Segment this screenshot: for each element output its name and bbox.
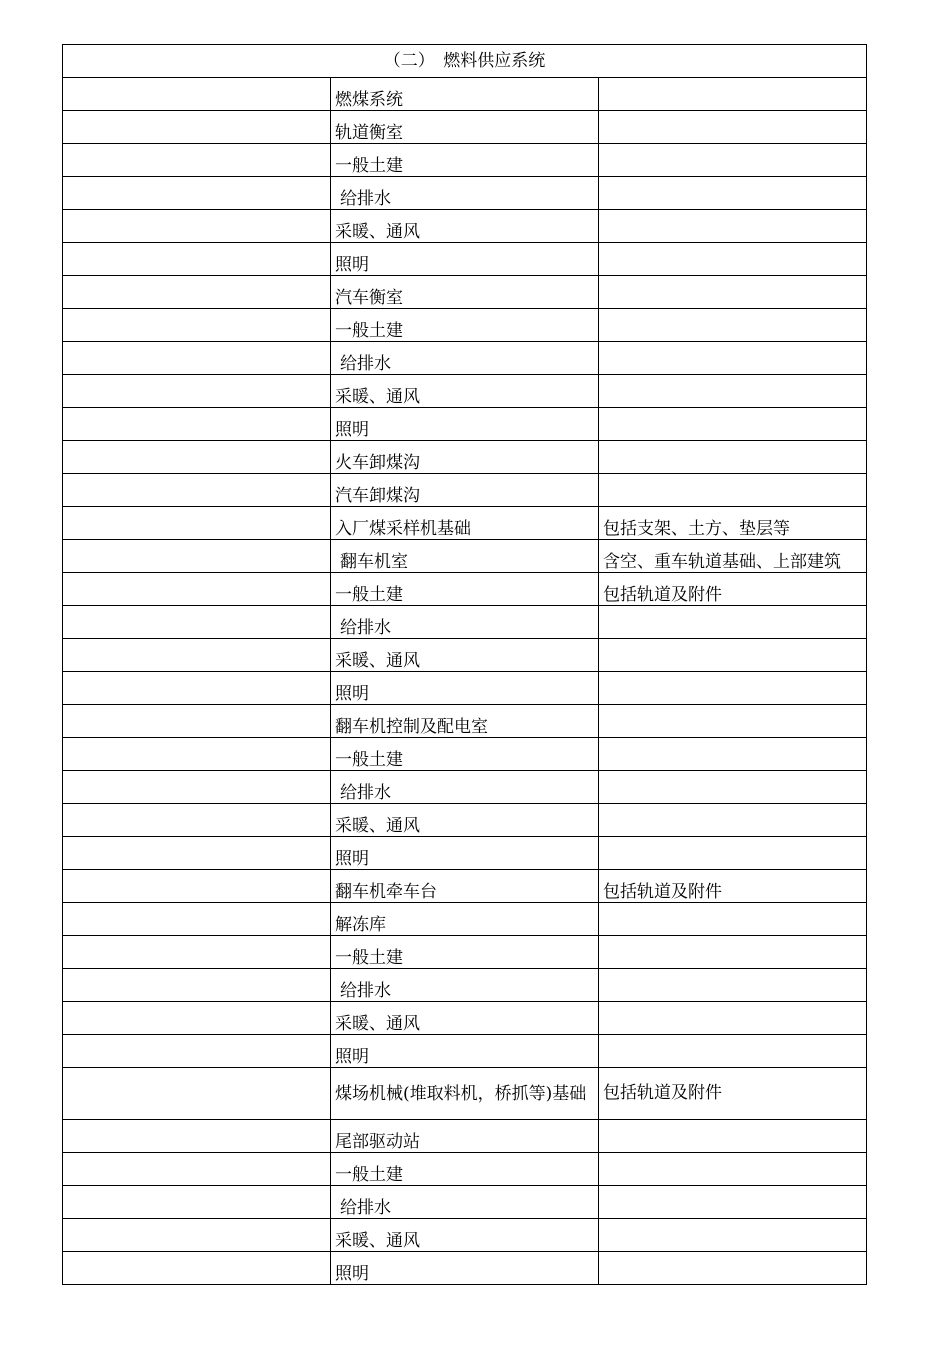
table-row: [63, 1002, 867, 1035]
table-row: [63, 177, 867, 210]
item-name-cell: 翻车机室: [331, 540, 599, 573]
table-row: [63, 441, 867, 474]
index-cell: [63, 441, 331, 474]
table-row: [63, 1252, 867, 1285]
table-row: [63, 672, 867, 705]
table-row: [63, 78, 867, 111]
table-row: [63, 1068, 867, 1120]
table-row: [63, 573, 867, 606]
item-note-cell: 包括轨道及附件: [599, 573, 867, 606]
index-cell: [63, 573, 331, 606]
index-cell: [63, 144, 331, 177]
item-note-cell: [599, 243, 867, 276]
item-name-cell: 一般土建: [331, 309, 599, 342]
table-row: [63, 375, 867, 408]
table-row: [63, 1035, 867, 1068]
item-note-cell: 包括轨道及附件: [599, 870, 867, 903]
index-cell: [63, 1219, 331, 1252]
table-row: [63, 309, 867, 342]
item-name-cell: 汽车衡室: [331, 276, 599, 309]
item-name-cell: 翻车机控制及配电室: [331, 705, 599, 738]
item-note-cell: [599, 639, 867, 672]
index-cell: [63, 111, 331, 144]
index-cell: [63, 210, 331, 243]
item-note-cell: [599, 1002, 867, 1035]
table-row: [63, 111, 867, 144]
item-name-cell: 燃煤系统: [331, 78, 599, 111]
index-cell: [63, 870, 331, 903]
item-note-cell: 包括支架、土方、垫层等: [599, 507, 867, 540]
item-note-cell: [599, 837, 867, 870]
item-note-cell: [599, 1035, 867, 1068]
item-name-cell: 照明: [331, 408, 599, 441]
item-note-cell: [599, 969, 867, 1002]
index-cell: [63, 408, 331, 441]
table-row: [63, 276, 867, 309]
index-cell: [63, 771, 331, 804]
index-cell: [63, 243, 331, 276]
item-name-cell: 尾部驱动站: [331, 1120, 599, 1153]
index-cell: [63, 276, 331, 309]
item-name-cell: 采暖、通风: [331, 210, 599, 243]
item-name-cell: 一般土建: [331, 936, 599, 969]
item-note-cell: [599, 705, 867, 738]
table-row: [63, 837, 867, 870]
index-cell: [63, 903, 331, 936]
table-row: [63, 870, 867, 903]
item-name-cell: 照明: [331, 1252, 599, 1285]
item-name-cell: 翻车机牵车台: [331, 870, 599, 903]
table-row: [63, 210, 867, 243]
item-note-cell: [599, 771, 867, 804]
index-cell: [63, 1068, 331, 1120]
item-note-cell: [599, 1120, 867, 1153]
item-name-cell: 照明: [331, 1035, 599, 1068]
table-row: [63, 1219, 867, 1252]
item-note-cell: [599, 1219, 867, 1252]
item-note-cell: [599, 144, 867, 177]
item-name-cell: 给排水: [331, 771, 599, 804]
table-row: [63, 771, 867, 804]
table-row: [63, 903, 867, 936]
item-name-cell: 火车卸煤沟: [331, 441, 599, 474]
table-row: [63, 936, 867, 969]
item-name-cell: 一般土建: [331, 144, 599, 177]
fuel-supply-table-sheet: [62, 44, 867, 1285]
table-row: [63, 507, 867, 540]
index-cell: [63, 1035, 331, 1068]
item-note-cell: [599, 177, 867, 210]
item-note-cell: [599, 738, 867, 771]
index-cell: [63, 507, 331, 540]
item-note-cell: [599, 1252, 867, 1285]
item-note-cell: [599, 936, 867, 969]
item-name-cell: 一般土建: [331, 573, 599, 606]
section-title: （二） 燃料供应系统: [63, 45, 867, 78]
item-note-cell: 含空、重车轨道基础、上部建筑: [599, 540, 867, 573]
item-note-cell: [599, 606, 867, 639]
table-row: [63, 408, 867, 441]
item-name-cell: 煤场机械(堆取料机，桥抓等)基础: [331, 1068, 599, 1120]
item-note-cell: [599, 342, 867, 375]
item-name-cell: 一般土建: [331, 1153, 599, 1186]
table-row: [63, 243, 867, 276]
index-cell: [63, 639, 331, 672]
item-note-cell: [599, 474, 867, 507]
item-name-cell: 入厂煤采样机基础: [331, 507, 599, 540]
table-row: [63, 804, 867, 837]
item-note-cell: [599, 1153, 867, 1186]
index-cell: [63, 342, 331, 375]
item-name-cell: 照明: [331, 837, 599, 870]
item-note-cell: 包括轨道及附件: [599, 1068, 867, 1120]
item-name-cell: 一般土建: [331, 738, 599, 771]
item-note-cell: [599, 276, 867, 309]
item-note-cell: [599, 804, 867, 837]
index-cell: [63, 969, 331, 1002]
item-note-cell: [599, 375, 867, 408]
table-row: [63, 606, 867, 639]
section-header-row: [63, 45, 867, 78]
table-row: [63, 1120, 867, 1153]
item-note-cell: [599, 210, 867, 243]
table-row: [63, 1153, 867, 1186]
index-cell: [63, 309, 331, 342]
item-note-cell: [599, 1186, 867, 1219]
item-name-cell: 照明: [331, 672, 599, 705]
index-cell: [63, 738, 331, 771]
item-name-cell: 给排水: [331, 1186, 599, 1219]
index-cell: [63, 540, 331, 573]
table-row: [63, 1186, 867, 1219]
item-note-cell: [599, 309, 867, 342]
item-name-cell: 采暖、通风: [331, 639, 599, 672]
table-row: [63, 705, 867, 738]
item-note-cell: [599, 441, 867, 474]
index-cell: [63, 1002, 331, 1035]
index-cell: [63, 672, 331, 705]
item-name-cell: 汽车卸煤沟: [331, 474, 599, 507]
index-cell: [63, 177, 331, 210]
table-row: [63, 969, 867, 1002]
index-cell: [63, 804, 331, 837]
item-name-cell: 轨道衡室: [331, 111, 599, 144]
index-cell: [63, 78, 331, 111]
item-note-cell: [599, 408, 867, 441]
index-cell: [63, 705, 331, 738]
item-note-cell: [599, 672, 867, 705]
index-cell: [63, 1252, 331, 1285]
item-note-cell: [599, 111, 867, 144]
index-cell: [63, 1153, 331, 1186]
item-note-cell: [599, 78, 867, 111]
item-name-cell: 照明: [331, 243, 599, 276]
index-cell: [63, 837, 331, 870]
item-name-cell: 给排水: [331, 606, 599, 639]
fuel-supply-table: [62, 44, 867, 1285]
index-cell: [63, 936, 331, 969]
index-cell: [63, 606, 331, 639]
item-note-cell: [599, 903, 867, 936]
index-cell: [63, 1186, 331, 1219]
item-name-cell: 解冻库: [331, 903, 599, 936]
table-row: [63, 342, 867, 375]
item-name-cell: 采暖、通风: [331, 375, 599, 408]
table-row: [63, 639, 867, 672]
item-name-cell: 采暖、通风: [331, 1219, 599, 1252]
index-cell: [63, 474, 331, 507]
item-name-cell: 采暖、通风: [331, 804, 599, 837]
table-row: [63, 144, 867, 177]
item-name-cell: 给排水: [331, 969, 599, 1002]
table-row: [63, 540, 867, 573]
table-row: [63, 738, 867, 771]
index-cell: [63, 1120, 331, 1153]
table-row: [63, 474, 867, 507]
index-cell: [63, 375, 331, 408]
item-name-cell: 给排水: [331, 342, 599, 375]
item-name-cell: 给排水: [331, 177, 599, 210]
item-name-cell: 采暖、通风: [331, 1002, 599, 1035]
